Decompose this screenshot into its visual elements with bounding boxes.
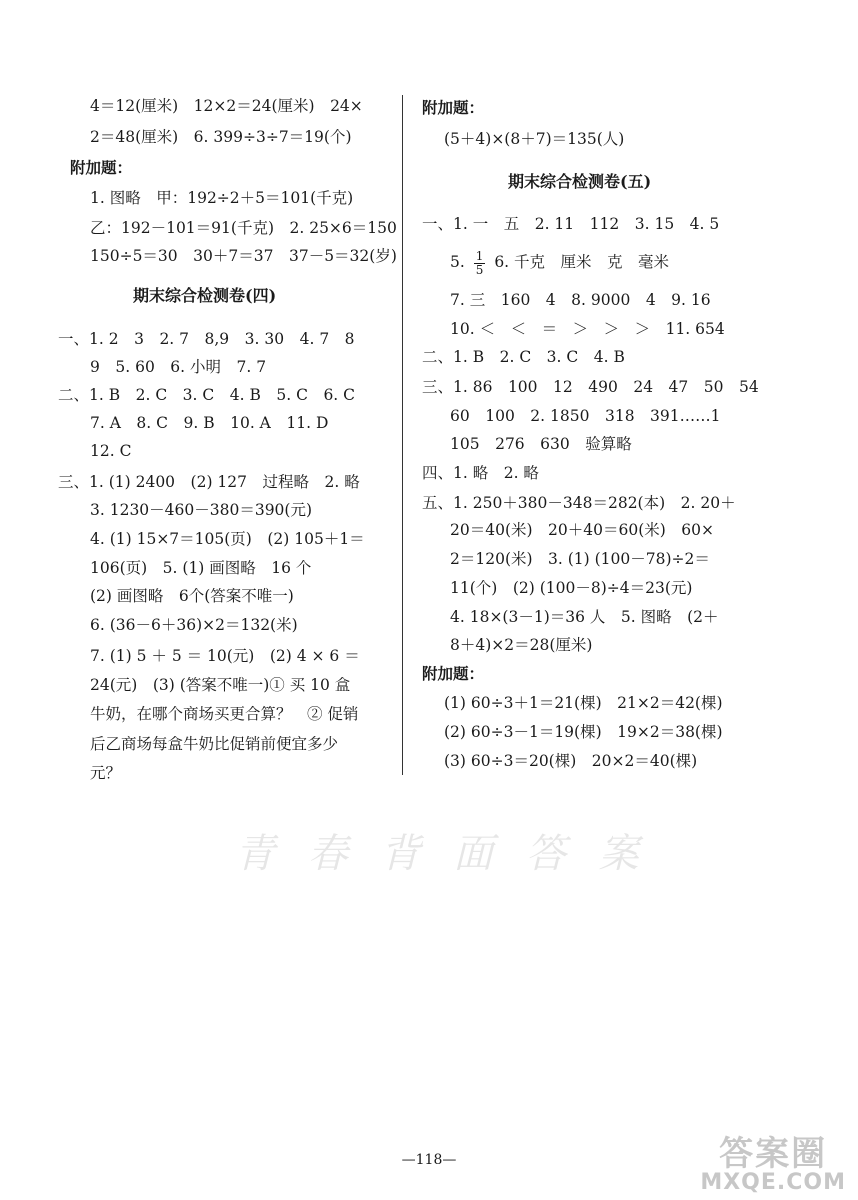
text-line: 牛奶，在哪个商场买更合算？ ② 促销	[90, 705, 359, 723]
extra-heading: 附加题：	[70, 158, 133, 177]
page-number: —118—	[401, 1152, 457, 1168]
text-line: 元？	[90, 764, 122, 782]
fraction-numerator: 1	[475, 248, 484, 263]
text-line: 11(个) (2) (100－8)÷4＝23(元)	[450, 579, 693, 597]
watermark	[700, 1136, 846, 1194]
text-line: 7. 三 160 4 8. 9000 4 9. 16	[450, 291, 711, 309]
text-line: 4＝12(厘米) 12×2＝24(厘米) 24×	[90, 97, 363, 115]
text-line: 一、1. 一 五 2. 11 112 3. 15 4. 5	[422, 215, 720, 233]
fraction	[474, 250, 486, 277]
text-line: 4. 18×(3－1)＝36 人 5. 图略 (2＋	[450, 608, 719, 626]
watermark-url: MXQE.COM	[700, 1170, 846, 1195]
text-line: 7. A 8. C 9. B 10. A 11. D	[90, 414, 329, 432]
extra-heading: 附加题：	[422, 664, 485, 683]
text-line: 4. (1) 15×7＝105(页) (2) 105＋1＝	[90, 530, 365, 548]
text-line: (1) 60÷3＋1＝21(棵) 21×2＝42(棵)	[444, 694, 723, 712]
column-divider	[402, 95, 403, 775]
text-line: 后乙商场每盒牛奶比促销前便宜多少	[90, 735, 339, 753]
text-line: 五、1. 250＋380－348＝282(本) 2. 20＋	[422, 494, 736, 512]
section-title: 期末综合检测卷(四)	[133, 286, 277, 305]
text-line: 8＋4)×2＝28(厘米)	[450, 636, 593, 654]
text-line: 1. 图略 甲：192÷2＋5＝101(千克)	[90, 189, 354, 207]
text-line	[450, 248, 669, 277]
text-line: (2) 画图略 6个(答案不唯一)	[90, 587, 294, 605]
fraction-denominator: 5	[475, 262, 484, 277]
text-line: 9 5. 60 6. 小明 7. 7	[90, 358, 267, 376]
text-line: 60 100 2. 1850 318 391……1	[450, 407, 721, 425]
text-line: 四、1. 略 2. 略	[422, 464, 539, 482]
text-line: 20＝40(米) 20＋40＝60(米) 60×	[450, 521, 715, 539]
text-line: 二、1. B 2. C 3. C 4. B	[422, 348, 625, 366]
text-line: 7. (1) 5 ＋ 5 ＝ 10(元) (2) 4 × 6 ＝	[90, 647, 360, 665]
text-line: 2＝48(厘米) 6. 399÷3÷7＝19(个)	[90, 128, 352, 146]
extra-heading: 附加题：	[422, 98, 485, 117]
text-line: 2＝120(米) 3. (1) (100－78)÷2＝	[450, 550, 710, 568]
watermark-logo: 答案圈	[719, 1134, 828, 1174]
text-line: 150÷5＝30 30＋7＝37 37－5＝32(岁)	[90, 247, 397, 265]
question-number: 5.	[450, 253, 465, 271]
faint-background-text: 青 春 背 面 答 案	[235, 831, 649, 877]
text-line: 24(元) (3) (答案不唯一)① 买 10 盒	[90, 676, 351, 694]
text-line: 105 276 630 验算略	[450, 435, 632, 453]
text-line: 一、1. 2 3 2. 7 8,9 3. 30 4. 7 8	[58, 330, 355, 348]
text-line: 三、1. (1) 2400 (2) 127 过程略 2. 略	[58, 473, 360, 491]
text-line: 12. C	[90, 442, 132, 460]
text-line: 乙：192－101＝91(千克) 2. 25×6＝150	[90, 219, 397, 237]
text-line: (3) 60÷3＝20(棵) 20×2＝40(棵)	[444, 752, 698, 770]
text-line: (2) 60÷3－1＝19(棵) 19×2＝38(棵)	[444, 723, 723, 741]
text-line: 二、1. B 2. C 3. C 4. B 5. C 6. C	[58, 386, 356, 404]
text-line: 3. 1230－460－380＝390(元)	[90, 501, 313, 519]
text-line: 10. ＜ ＜ ＝ ＞ ＞ ＞ 11. 654	[450, 320, 725, 338]
text-line: 106(页) 5. (1) 画图略 16 个	[90, 559, 312, 577]
text-line: 6. (36－6＋36)×2＝132(米)	[90, 616, 298, 634]
text-line: 三、1. 86 100 12 490 24 47 50 54	[422, 378, 759, 396]
text-line: (5＋4)×(8＋7)＝135(人)	[444, 130, 625, 148]
section-title: 期末综合检测卷(五)	[508, 172, 652, 191]
text-segment: 6. 千克 厘米 克 毫米	[494, 253, 670, 271]
